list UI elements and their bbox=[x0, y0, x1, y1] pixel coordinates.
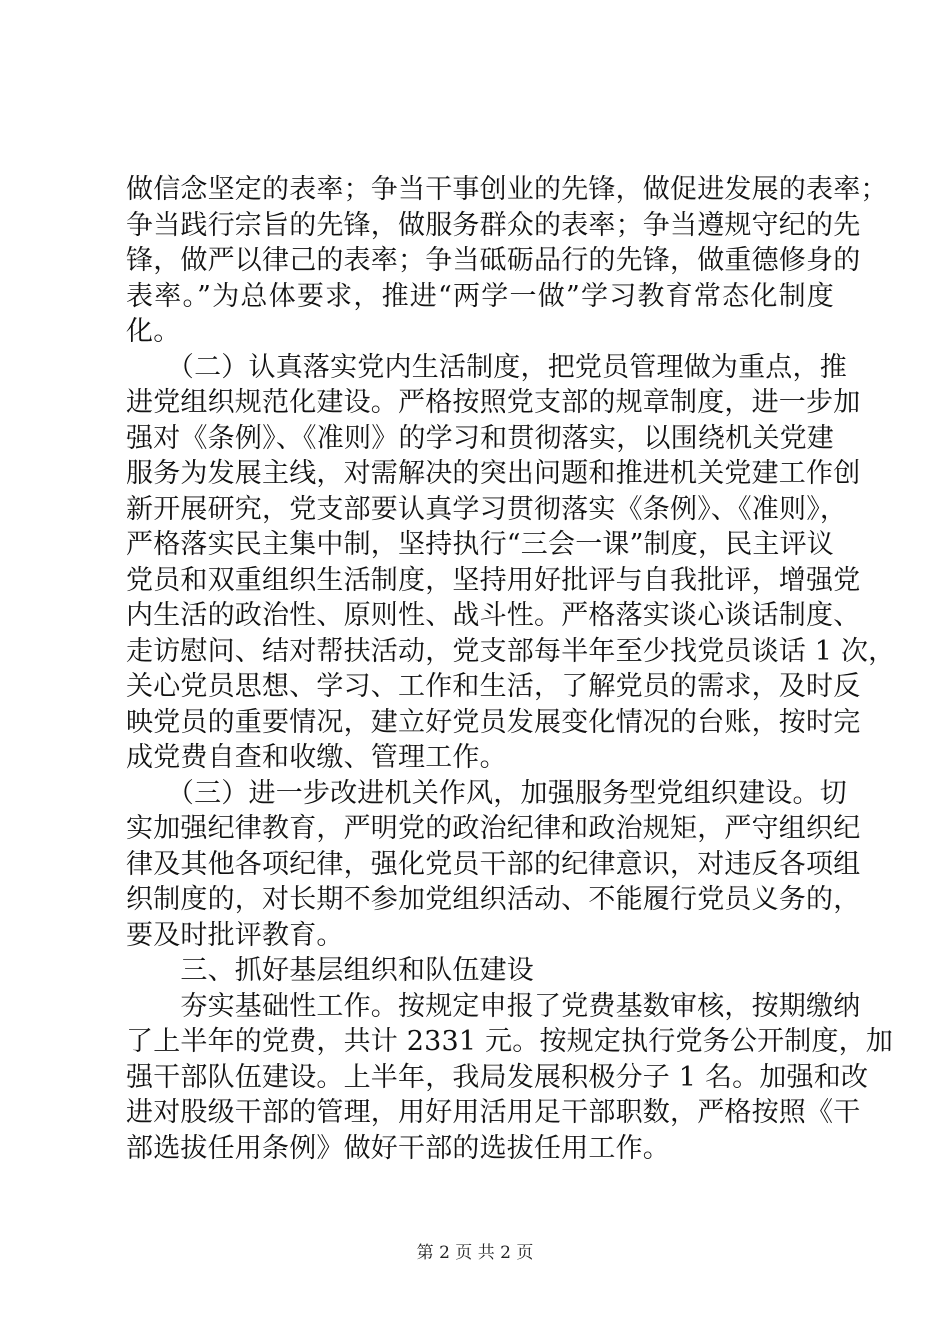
text-line: 争当践行宗旨的先锋，做服务群众的表率；争当遵规守纪的先 bbox=[126, 209, 861, 241]
text-line: 表率。”为总体要求，推进“两学一做”学习教育常态化制度 bbox=[126, 280, 834, 312]
text-line: 夯实基础性工作。按规定申报了党费基数审核，按期缴纳 bbox=[126, 990, 861, 1022]
text-line: 进党组织规范化建设。严格按照党支部的规章制度，进一步加 bbox=[126, 387, 861, 418]
text-line: 服务为发展主线，对需解决的突出问题和推进机关党建工作创 bbox=[126, 458, 861, 489]
text-line: 三、抓好基层组织和队伍建设 bbox=[126, 955, 534, 986]
text-line: 内生活的政治性、原则性、战斗性。严格落实谈心谈话制度、 bbox=[126, 600, 861, 631]
body-text bbox=[126, 172, 896, 1166]
text-line: 党员和双重组织生活制度，坚持用好批评与自我批评，增强党 bbox=[126, 564, 861, 596]
text-line: （二）认真落实党内生活制度，把党员管理做为重点，推 bbox=[126, 351, 847, 383]
text-line: 严格落实民主集中制，坚持执行“三会一课”制度，民主评议 bbox=[126, 529, 835, 560]
text-line: 化。 bbox=[126, 316, 181, 347]
text-line: 强对《条例》、《准则》的学习和贯彻落实，以围绕机关党建 bbox=[126, 422, 834, 454]
text-line: 强干部队伍建设。上半年，我局发展积极分子 1 名。加强和改 bbox=[126, 1061, 869, 1093]
text-line: 织制度的，对长期不参加党组织活动、不能履行党员义务的， bbox=[126, 884, 861, 915]
text-line: 新开展研究，党支部要认真学习贯彻落实《条例》、《准则》， bbox=[126, 493, 848, 525]
text-line: 关心党员思想、学习、工作和生活，了解党员的需求，及时反 bbox=[126, 671, 861, 702]
text-line: 实加强纪律教育，严明党的政治纪律和政治规矩，严守组织纪 bbox=[126, 813, 861, 844]
text-line: 部选拔任用条例》做好干部的选拔任用工作。 bbox=[126, 1132, 670, 1164]
text-line: （三）进一步改进机关作风，加强服务型党组织建设。切 bbox=[126, 777, 847, 809]
text-line: 做信念坚定的表率；争当干事创业的先锋，做促进发展的表率； bbox=[126, 174, 888, 205]
text-line: 要及时批评教育。 bbox=[126, 919, 344, 951]
text-line: 映党员的重要情况，建立好党员发展变化情况的台账，按时完 bbox=[126, 706, 861, 738]
page-footer: 第 2 页 共 2 页 bbox=[416, 1243, 534, 1263]
text-line: 律及其他各项纪律，强化党员干部的纪律意识，对违反各项组 bbox=[126, 848, 861, 880]
text-line: 成党费自查和收缴、管理工作。 bbox=[126, 742, 507, 773]
text-line: 锋，做严以律己的表率；争当砥砺品行的先锋，做重德修身的 bbox=[126, 245, 861, 276]
text-line: 走访慰问、结对帮扶活动，党支部每半年至少找党员谈话 1 次， bbox=[126, 635, 896, 667]
text-line: 了上半年的党费，共计 2331 元。按规定执行党务公开制度，加 bbox=[126, 1026, 894, 1057]
text-line: 进对股级干部的管理，用好用活用足干部职数，严格按照《干 bbox=[126, 1097, 861, 1128]
